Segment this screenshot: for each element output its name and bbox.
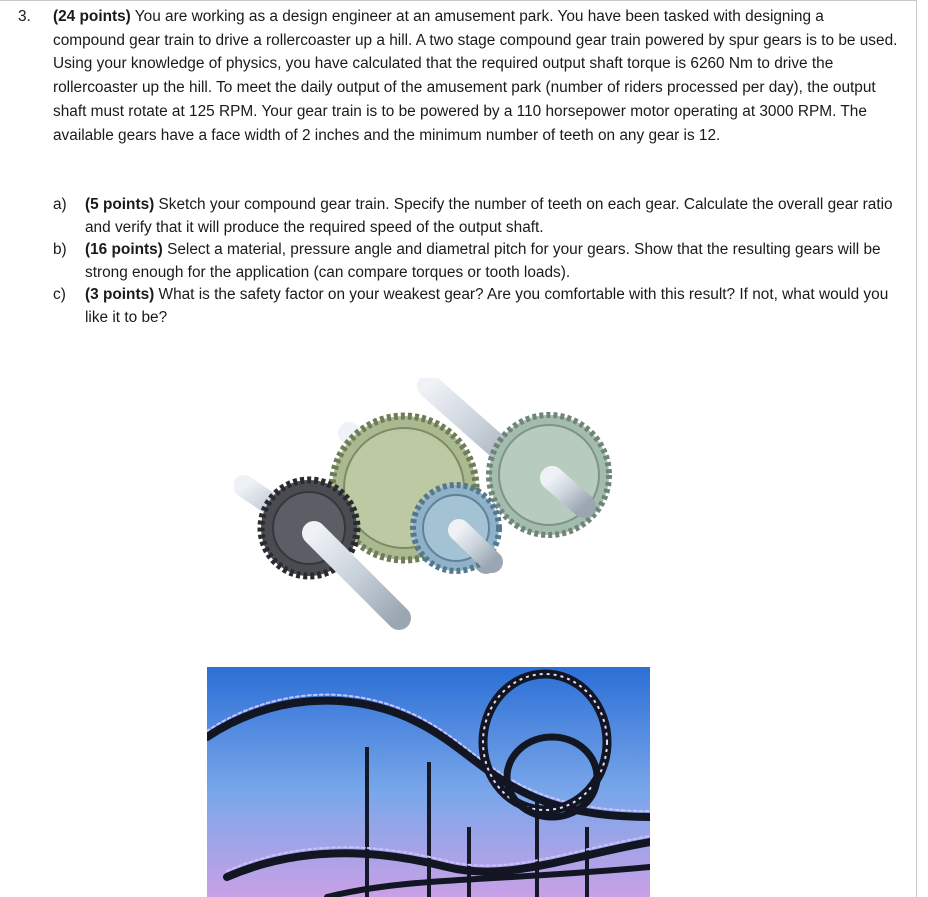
question-number: 3. [18,8,31,25]
part-c-label: c) [53,286,66,304]
question-points: (24 points) [53,8,131,25]
sub-questions [18,194,898,330]
part-c [18,284,898,329]
part-a-text: Sketch your compound gear train. Specify the number of teeth on each gear. Calculate the overall gear ratio and verify that it will produce the required speed of the output shaft. [85,196,893,236]
part-b-points: (16 points) [85,241,163,259]
part-b [18,239,898,284]
rollercoaster-photo [207,667,650,897]
part-a-points: (5 points) [85,196,155,213]
top-rule [0,0,916,1]
part-b-text: Select a material, pressure angle and diametral pitch for your gears. Show that the resulting gears will be strong enough for the application (can compare torques or tooth loads). [85,241,881,281]
part-c-text: What is the safety factor on your weakest gear? Are you comfortable with this result? If not, what would you like it to be? [85,286,889,326]
part-c-points: (3 points) [85,286,155,304]
question-body [53,5,898,147]
part-b-label: b) [53,241,67,259]
question-text: You are working as a design engineer at an amusement park. You have been tasked with designing a compound gear train to drive a rollercoaster up a hill. A two stage compound gear train powered by spur gears is to be used. Using your knowledge of physics, you have calculated that the required output shaft torque is 6260 Nm to drive the rollercoaster up the hill. To meet the daily output of the amusement park (number of riders processed per day), the output shaft must rotate at 125 RPM. Your gear train is to be powered by a 110 horsepower motor operating at 3000 RPM. The available gears have a face width of 2 inches and the minimum number of teeth on any gear is 12. [53,8,898,144]
part-a [18,194,898,239]
question-3 [18,5,898,147]
right-rule [916,0,917,897]
part-a-label: a) [53,196,67,213]
gear-train-illustration [234,378,612,634]
